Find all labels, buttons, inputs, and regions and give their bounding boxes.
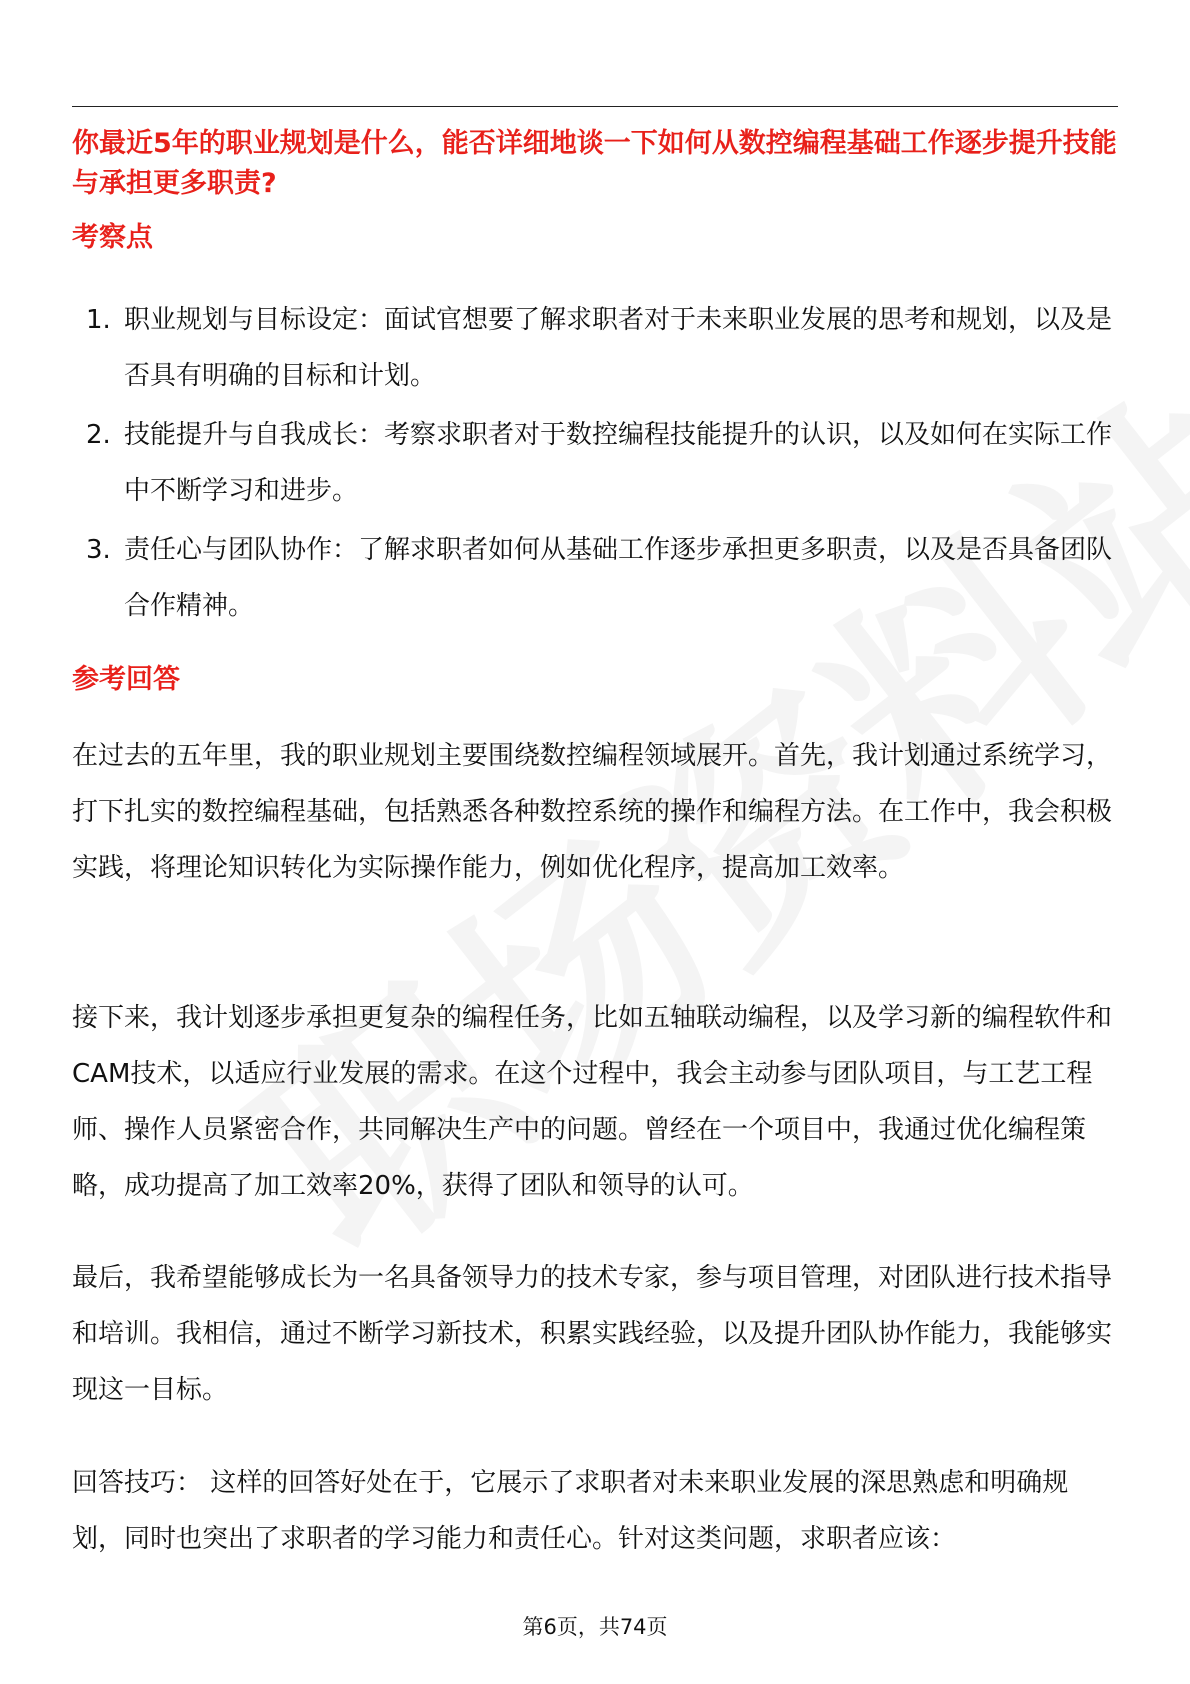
item-number: 3. xyxy=(86,535,111,565)
item-number: 2. xyxy=(86,420,111,450)
page-number: 第6页，共74页 xyxy=(522,1615,668,1639)
reference-heading: 参考回答 xyxy=(72,664,180,695)
inspection-item xyxy=(72,522,1118,634)
answer-paragraph: 在过去的五年里，我的职业规划主要围绕数控编程领域展开。首先，我计划通过系统学习，打下扎实的数控编程基础，包括熟悉各种数控系统的操作和编程方法。在工作中，我会积极实践，将理论知识转化为实际操作能力，例如优化程序，提高加工效率。 xyxy=(72,741,1113,883)
item-number: 1. xyxy=(86,305,111,335)
answer-tips-paragraph: 回答技巧： 这样的回答好处在于，它展示了求职者对未来职业发展的深思熟虑和明确规划，同时也突出了求职者的学习能力和责任心。针对这类问题，求职者应该： xyxy=(72,1468,1069,1554)
item-text: 职业规划与目标设定：面试官想要了解求职者对于未来职业发展的思考和规划，以及是否具有明确的目标和计划。 xyxy=(124,305,1113,391)
inspection-heading: 考察点 xyxy=(72,222,153,253)
item-text: 技能提升与自我成长：考察求职者对于数控编程技能提升的认识，以及如何在实际工作中不断学习和进步。 xyxy=(124,420,1113,506)
inspection-list xyxy=(72,292,1118,637)
answer-paragraph: 接下来，我计划逐步承担更复杂的编程任务，比如五轴联动编程，以及学习新的编程软件和CAM技术，以适应行业发展的需求。在这个过程中，我会主动参与团队项目，与工艺工程师、操作人员紧密合作，共同解决生产中的问题。曾经在一个项目中，我通过优化编程策略，成功提高了加工效率20%，获得了团队和领导的认可。 xyxy=(72,1003,1113,1201)
top-divider xyxy=(72,106,1118,107)
item-text: 责任心与团队协作：了解求职者如何从基础工作逐步承担更多职责，以及是否具备团队合作精神。 xyxy=(124,535,1113,621)
inspection-item xyxy=(72,407,1118,519)
question-title: 你最近5年的职业规划是什么，能否详细地谈一下如何从数控编程基础工作逐步提升技能与承担更多职责? xyxy=(72,128,1117,199)
inspection-item xyxy=(72,292,1118,404)
answer-paragraph: 最后，我希望能够成长为一名具备领导力的技术专家，参与项目管理，对团队进行技术指导和培训。我相信，通过不断学习新技术，积累实践经验，以及提升团队协作能力，我能够实现这一目标。 xyxy=(72,1263,1113,1405)
